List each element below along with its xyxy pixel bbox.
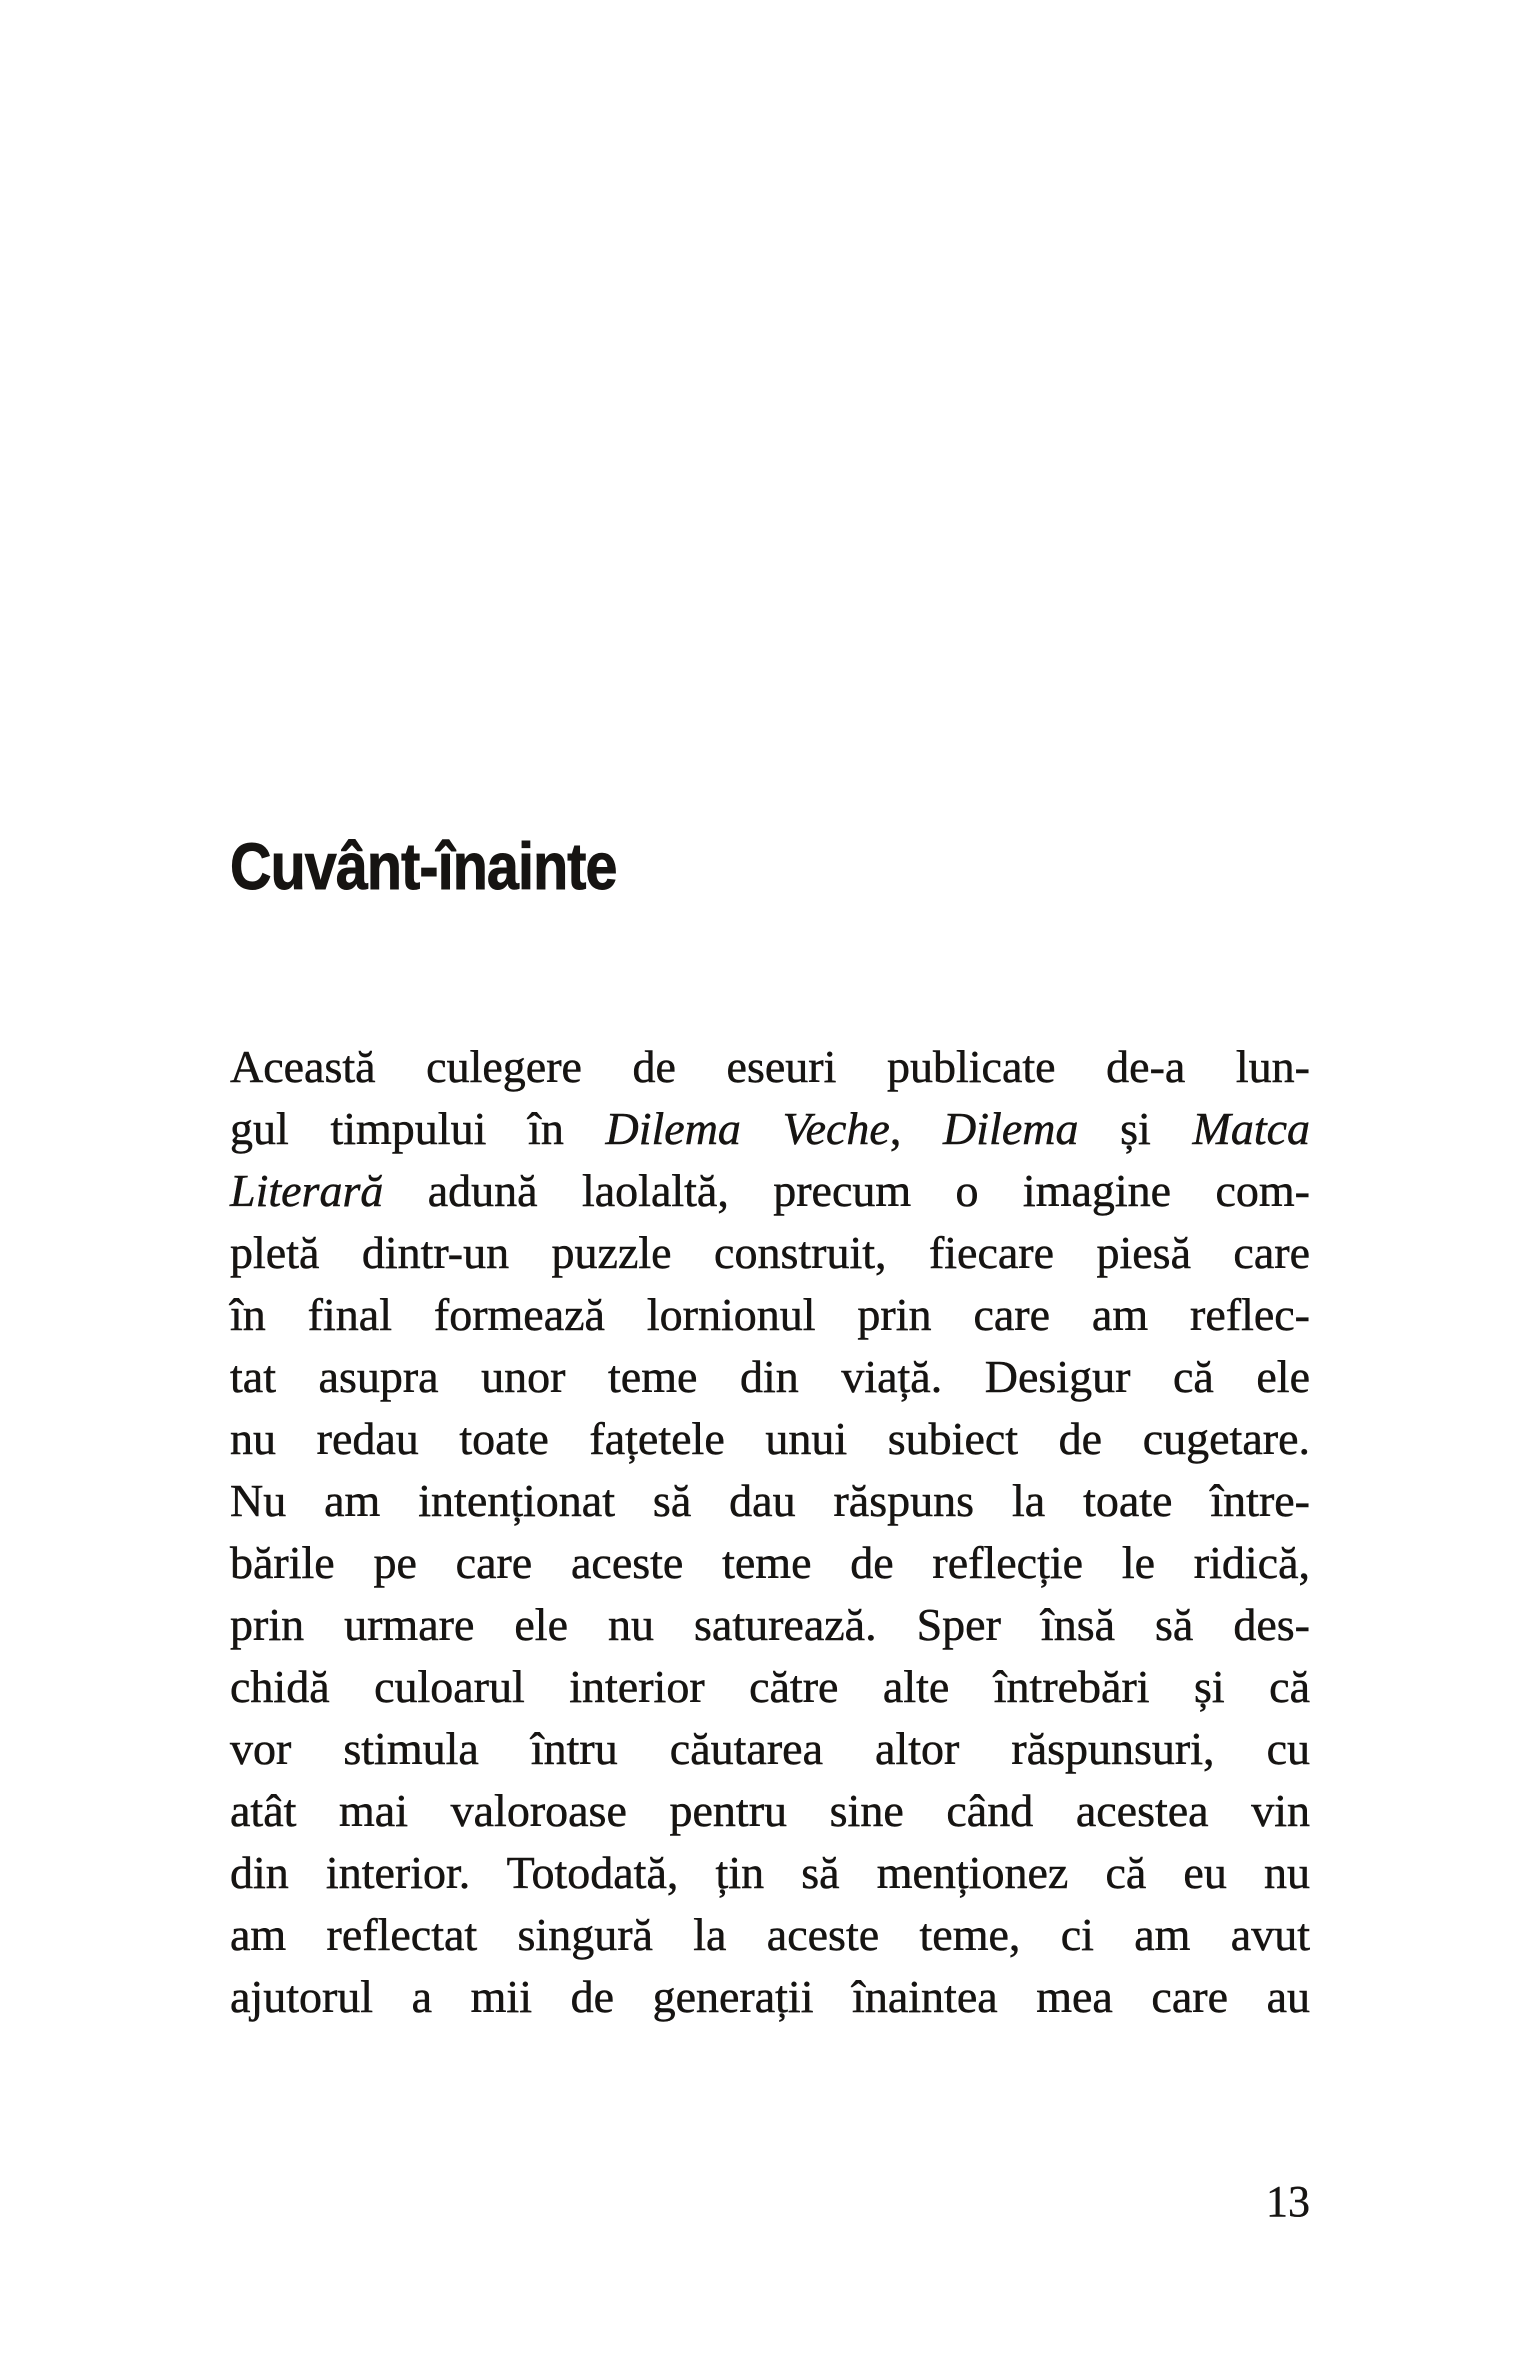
italic-title-segment: Matca [1192,1103,1311,1154]
text-line [230,1470,1310,1532]
text-segment: am reflectat singură la aceste teme, ci am avut [230,1909,1310,1960]
text-segment: nu redau toate fațetele unui subiect de cugetare. [230,1413,1310,1464]
text-line [230,1594,1310,1656]
text-line [230,1408,1310,1470]
text-segment: , [889,1103,944,1154]
text-segment: gul timpului în [230,1103,606,1154]
text-segment: adună laolaltă, precum o imagine com- [383,1165,1310,1216]
text-line [230,1222,1310,1284]
italic-title-segment: Literară [230,1165,384,1216]
italic-title-segment: Dilema Veche [605,1103,890,1154]
text-segment: atât mai valoroase pentru sine când acestea vin [230,1785,1310,1836]
text-line [230,1160,1310,1222]
text-line [230,1532,1310,1594]
text-line [230,1284,1310,1346]
italic-title-segment: Dilema [943,1103,1079,1154]
text-segment: vor stimula întru căutarea altor răspunsuri, cu [230,1723,1310,1774]
text-line [230,1904,1310,1966]
body-paragraph [230,1036,1310,2028]
text-segment: din interior. Totodată, țin să menționez că eu nu [230,1847,1310,1898]
text-segment: bările pe care aceste teme de reflecție le ridică, [230,1537,1310,1588]
text-segment: Această culegere de eseuri publicate de-a lun- [230,1041,1310,1092]
text-line [230,1346,1310,1408]
text-segment: chidă culoarul interior către alte întrebări și că [230,1661,1310,1712]
text-segment: în final formează lornionul prin care am reflec- [230,1289,1310,1340]
text-line [230,1780,1310,1842]
text-line [230,1842,1310,1904]
text-segment: prin urmare ele nu saturează. Sper însă să des- [230,1599,1310,1650]
text-segment: pletă dintr-un puzzle construit, fiecare piesă care [230,1227,1310,1278]
chapter-heading: Cuvânt-înainte [230,829,617,903]
text-line [230,1036,1310,1098]
page-number: 13 [1266,2177,1310,2226]
text-line [230,1718,1310,1780]
text-segment: ajutorul a mii de generații înaintea mea care au [230,1971,1310,2022]
text-line [230,1656,1310,1718]
text-segment: și [1078,1103,1193,1154]
text-line [230,1966,1310,2028]
text-segment: tat asupra unor teme din viață. Desigur că ele [230,1351,1310,1402]
text-line [230,1098,1310,1160]
text-segment: Nu am intenționat să dau răspuns la toate între- [230,1475,1310,1526]
